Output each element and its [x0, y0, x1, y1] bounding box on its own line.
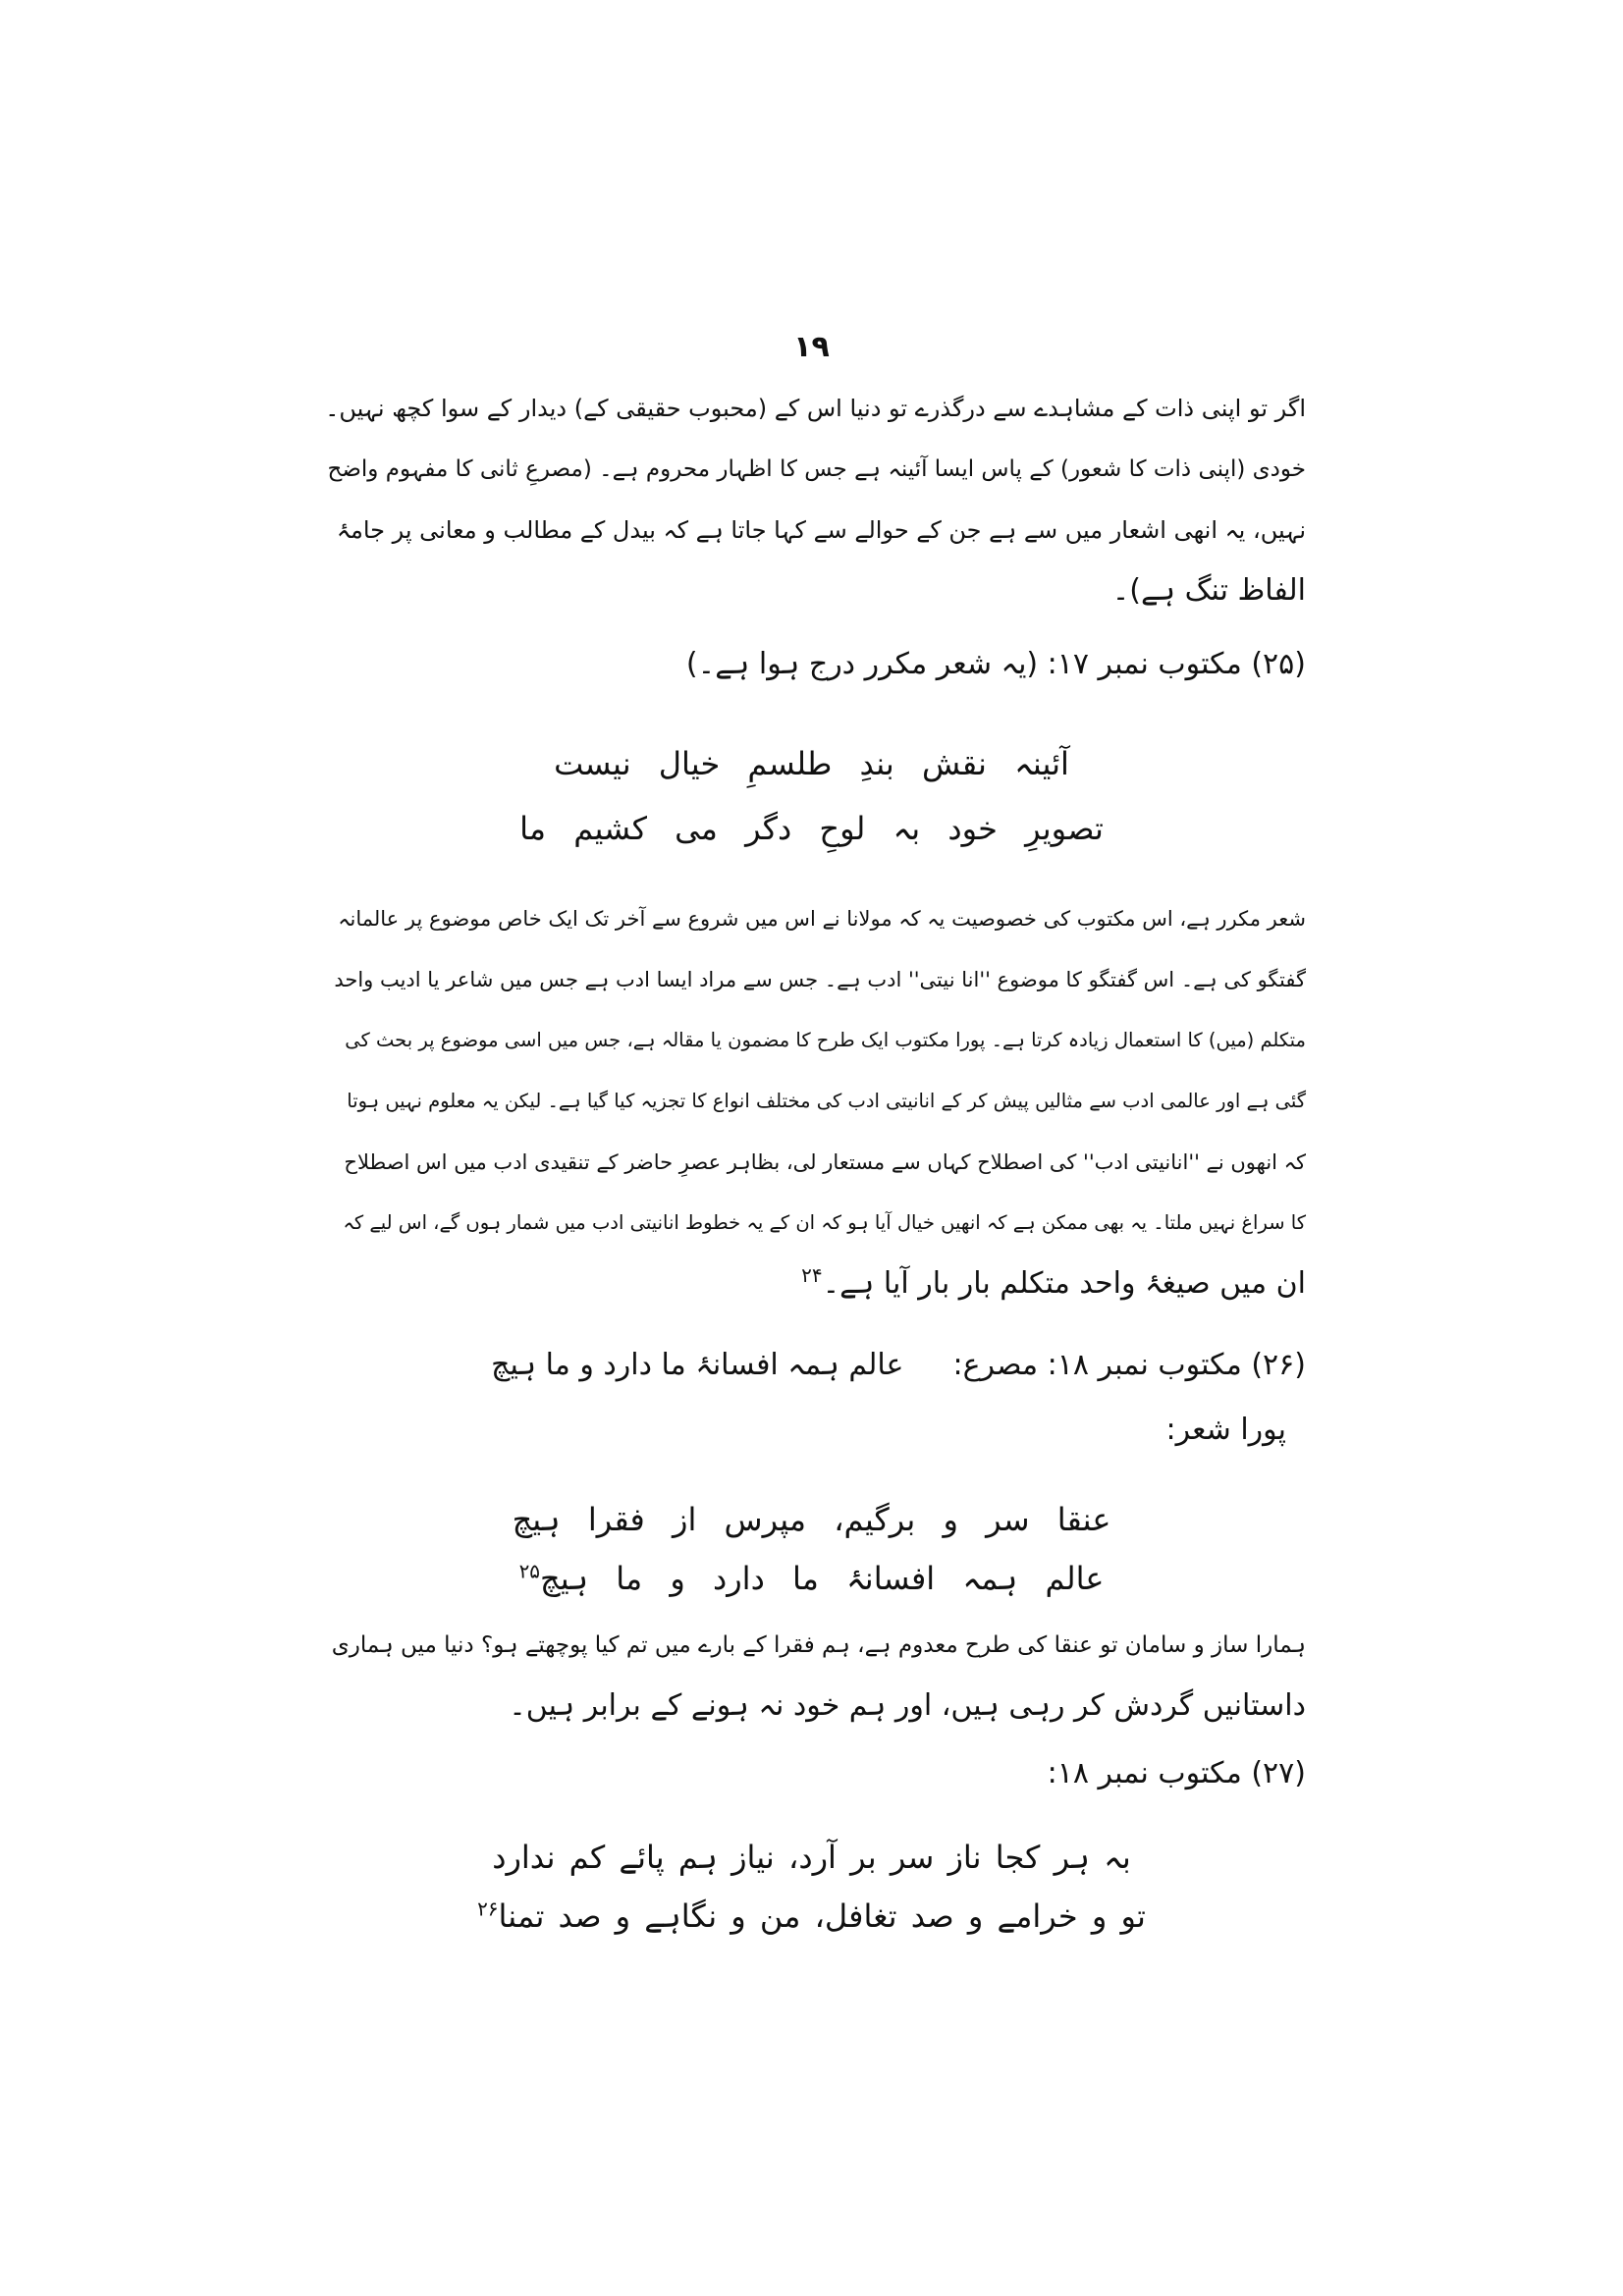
verse-line: تصویرِ خود بہ لوحِ دگر می کشیم ما — [519, 810, 1104, 847]
paragraph-line: گئی ہے اور عالمی ادب سے مثالیں پیش کر کے انانیتی ادب کی مختلف انواع کا تجزیہ کیا گیا ہے۔ لیکن یہ معلوم نہیں ہوتا — [347, 1090, 1306, 1112]
footnote-marker: ۲۴ — [801, 1263, 823, 1287]
paragraph-line: نہیں، یہ انھی اشعار میں سے ہے جن کے حوالے سے کہا جاتا ہے کہ بیدل کے مطالب و معانی پر جامۂ — [336, 516, 1306, 544]
paragraph-line: متکلم (میں) کا استعمال زیادہ کرتا ہے۔ پورا مکتوب ایک طرح کا مضمون یا مقالہ ہے، جس میں اسی موضوع پر بحث کی — [345, 1029, 1306, 1051]
item-26-translation — [324, 1615, 1306, 1736]
verse-line: آئینہ نقش بندِ طلسمِ خیال نیست — [554, 745, 1069, 782]
paragraph-line — [324, 1254, 1306, 1314]
verse-line-text: تو و خرامے و صد تغافل، من و نگاہے و صد تمنا — [498, 1897, 1146, 1935]
paragraph-2 — [324, 888, 1306, 1314]
verse-line — [0, 1549, 1623, 1608]
verse-line-text: عالم ہمہ افسانۂ ما دارد و ما ہیچ — [540, 1560, 1105, 1597]
paragraph-line: خودی (اپنی ذات کا شعور) کے پاس ایسا آئینہ ہے جس کا اظہار محروم ہے۔ (مصرعِ ثانی کا مفہوم واضح — [327, 456, 1306, 482]
item-25-heading: (۲۵) مکتوب نمبر ۱۷: (یہ شعر مکرر درج ہوا ہے۔) — [685, 647, 1306, 681]
item-27-heading: (۲۷) مکتوب نمبر ۱۸: — [1047, 1756, 1306, 1790]
verse-line: بہ ہر کجا ناز سر بر آرد، نیاز ہم پائے کم ندارد — [492, 1839, 1131, 1876]
item-26-heading — [324, 1341, 1306, 1390]
item-26-heading-quote: عالم ہمہ افسانۂ ما دارد و ما ہیچ — [491, 1348, 904, 1382]
footnote-marker: ۲۶ — [477, 1896, 499, 1921]
paragraph-1 — [324, 378, 1306, 621]
paragraph-line: شعر مکرر ہے، اس مکتوب کی خصوصیت یہ کہ مولانا نے اس میں شروع سے آخر تک ایک خاص موضوع پر عالمانہ — [338, 907, 1306, 931]
footnote-marker: ۲۵ — [518, 1559, 541, 1583]
paragraph-line: کا سراغ نہیں ملتا۔ یہ بھی ممکن ہے کہ انھیں خیال آیا ہو کہ ان کے یہ خطوط انانیتی ادب میں شمار ہوں گے، اس لیے کہ — [343, 1211, 1306, 1234]
item-26-verse — [0, 1490, 1623, 1608]
page-number: ۱۹ — [793, 330, 830, 364]
paragraph-line: گفتگو کی ہے۔ اس گفتگو کا موضوع ''انا نیتی'' ادب ہے۔ جس سے مراد ایسا ادب ہے جس میں شاعر یا ادیب واحد — [334, 968, 1306, 991]
verse-line — [0, 1887, 1623, 1946]
verse-line: عنقا سر و برگیم، مپرس از فقرا ہیچ — [512, 1501, 1111, 1538]
paragraph-line: داستانیں گردش کر رہی ہیں، اور ہم خود نہ ہونے کے برابر ہیں۔ — [509, 1688, 1306, 1723]
item-26-heading-lead: (۲۶) مکتوب نمبر ۱۸: مصرع: — [952, 1348, 1306, 1382]
paragraph-line-text: ان میں صیغۂ واحد متکلم بار بار آیا ہے۔ — [822, 1266, 1306, 1301]
paragraph-line: ہمارا ساز و سامان تو عنقا کی طرح معدوم ہے، ہم فقرا کے بارے میں تم کیا پوچھتے ہو؟ دنیا میں ہماری — [331, 1632, 1306, 1658]
paragraph-line: اگر تو اپنی ذات کے مشاہدے سے درگذرے تو دنیا اس کے (محبوب حقیقی کے) دیدار کے سوا کچھ نہیں۔ — [325, 395, 1306, 422]
paragraph-line: الفاظ تنگ ہے)۔ — [1111, 573, 1306, 608]
item-25-verse — [0, 734, 1623, 858]
paragraph-line: کہ انھوں نے ''انانیتی ادب'' کی اصطلاح کہاں سے مستعار لی، بظاہر عصرِ حاضر کے تنقیدی ادب میں اس اصطلاح — [344, 1150, 1306, 1174]
item-27-verse — [0, 1828, 1623, 1946]
item-26-full-verse-label: پورا شعر: — [1165, 1413, 1286, 1447]
